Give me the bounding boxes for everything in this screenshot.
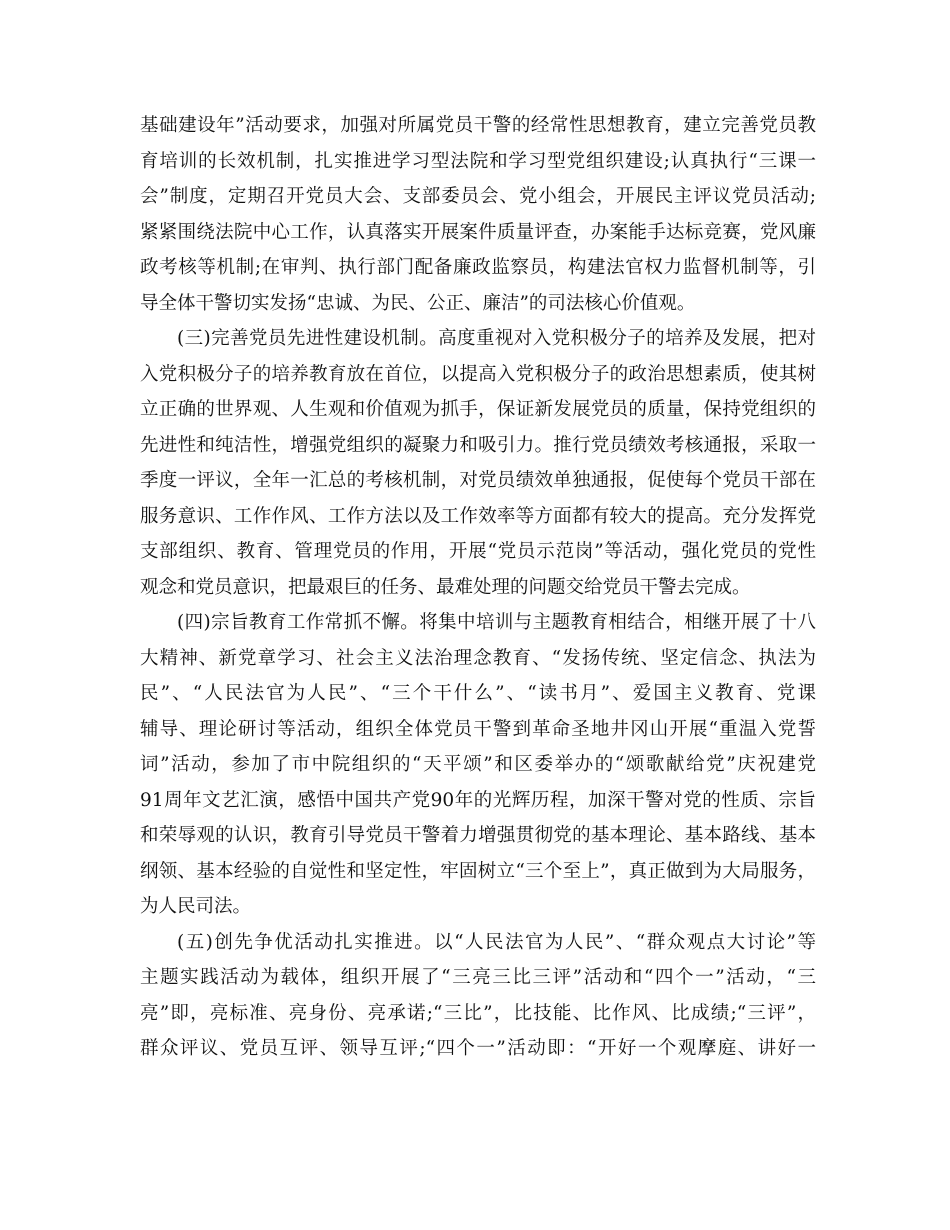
text-line: 导全体干警切实发扬“忠诚、为民、公正、廉洁”的司法核心价值观。 xyxy=(140,292,696,314)
text-line: 和荣辱观的认识，教育引导党员干警着力增强贯彻党的基本理论、基本路线、基本 xyxy=(140,825,816,846)
text-line: (五)创先争优活动扎实推进。以“人民法官为人民”、“群众观点大讨论”等 xyxy=(177,931,816,953)
text-line: 观念和党员意识，把最艰巨的任务、最难处理的问题交给党员干警去完成。 xyxy=(140,576,751,598)
text-line: 辅导、理论研讨等活动，组织全体党员干警到革命圣地井冈山开展“重温入党誓 xyxy=(140,718,816,740)
paragraph-1 xyxy=(140,108,816,321)
text-line: 政考核等机制;在审判、执行部门配备廉政监察员，构建法官权力监督机制等，引 xyxy=(140,257,816,278)
text-line: (四)宗旨教育工作常抓不懈。将集中培训与主题教育相结合，相继开展了十八 xyxy=(177,612,816,633)
text-line: 季度一评议，全年一汇总的考核机制，对党员绩效单独通报，促使每个党员干部在 xyxy=(140,470,816,491)
text-line: 亮”即，亮标准、亮身份、亮承诺;“三比”，比技能、比作风、比成绩;“三评”， xyxy=(140,1002,816,1024)
text-line: 民”、“人民法官为人民”、“三个干什么”、“读书月”、爱国主义教育、党课 xyxy=(140,683,816,704)
text-line: 词”活动，参加了市中院组织的“天平颂”和区委举办的“颂歌献给党”庆祝建党 xyxy=(140,754,816,775)
text-line: 大精神、新党章学习、社会主义法治理念教育、“发扬传统、坚定信念、执法为 xyxy=(140,647,816,669)
text-line: 91周年文艺汇演，感悟中国共产党90年的光辉历程，加深干警对党的性质、宗旨 xyxy=(140,789,816,811)
text-line: 会”制度，定期召开党员大会、支部委员会、党小组会，开展民主评议党员活动; xyxy=(140,186,816,207)
paragraph-3 xyxy=(140,605,816,925)
text-line: 服务意识、工作作风、工作方法以及工作效率等方面都有较大的提高。充分发挥党 xyxy=(140,505,816,527)
text-line: 基础建设年”活动要求，加强对所属党员干警的经常性思想教育，建立完善党员教 xyxy=(140,115,816,136)
text-line: 先进性和纯洁性，增强党组织的凝聚力和吸引力。推行党员绩效考核通报，采取一 xyxy=(140,434,816,456)
text-line: 紧紧围绕法院中心工作，认真落实开展案件质量评查，办案能手达标竞赛，党风廉 xyxy=(140,221,816,243)
text-line: 入党积极分子的培养教育放在首位，以提高入党积极分子的政治思想素质，使其树 xyxy=(140,363,816,385)
paragraph-4 xyxy=(140,925,816,1067)
text-line: 育培训的长效机制，扎实推进学习型法院和学习型党组织建设;认真执行“三课一 xyxy=(140,150,816,172)
text-line: 主题实践活动为载体，组织开展了“三亮三比三评”活动和“四个一”活动，“三 xyxy=(140,967,816,988)
text-line: 纲领、基本经验的自觉性和坚定性，牢固树立“三个至上”，真正做到为大局服务， xyxy=(140,860,816,882)
text-line: 为人民司法。 xyxy=(140,896,252,917)
text-line: 立正确的世界观、人生观和价值观为抓手，保证新发展党员的质量，保持党组织的 xyxy=(140,399,816,420)
paragraph-2 xyxy=(140,321,816,605)
text-line: 群众评议、党员互评、领导互评;“四个一”活动即：“开好一个观摩庭、讲好一 xyxy=(140,1038,816,1059)
text-line: 支部组织、教育、管理党员的作用，开展“党员示范岗”等活动，强化党员的党性 xyxy=(140,541,816,562)
text-line: (三)完善党员先进性建设机制。高度重视对入党积极分子的培养及发展，把对 xyxy=(177,328,816,349)
document-page xyxy=(140,108,816,1067)
